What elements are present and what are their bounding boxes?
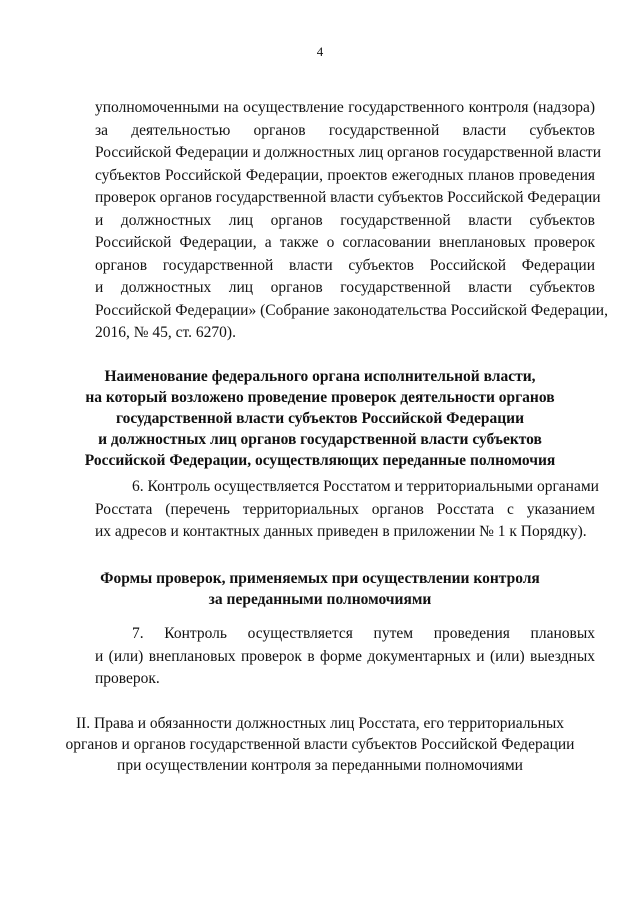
paragraph-line: Российской Федерации и должностных лиц органов государственной власти [95,144,601,161]
section-heading-line: на который возложено проведение проверок деятельности органов [85,389,555,406]
paragraph-line: и должностных лиц органов государственной власти субъектов [95,212,595,229]
paragraph-line: субъектов Российской Федерации, проектов ежегодных планов проведения [95,167,595,184]
chapter-heading-line: органов и органов государственной власти субъектов Российской Федерации [65,736,575,753]
paragraph-line: Росстата (перечень территориальных органов Росстата с указанием [95,501,595,518]
chapter-heading-line: при осуществлении контроля за переданными полномочиями [117,757,523,774]
paragraph-line: и должностных лиц органов государственной власти субъектов [95,279,595,296]
paragraph-line: 6. Контроль осуществляется Росстатом и территориальными органами [132,478,599,495]
page-number: 4 [316,44,324,59]
paragraph-line: и (или) внеплановых проверок в форме документарных и (или) выездных [95,648,595,665]
section-heading-line: и должностных лиц органов государственной власти субъектов [98,431,542,448]
paragraph-line: 7. Контроль осуществляется путем проведения плановых [132,625,595,642]
paragraph-line: Российской Федерации» (Собрание законодательства Российской Федерации, [95,302,608,319]
paragraph-line: органов государственной власти субъектов Российской Федерации [95,257,595,274]
paragraph-line: 2016, № 45, ст. 6270). [95,324,236,341]
paragraph-line: Российской Федерации, а также о согласовании внеплановых проверок [95,234,595,251]
paragraph-line: проверок. [95,670,160,687]
paragraph-line: за деятельностью органов государственной власти субъектов [95,122,595,139]
chapter-heading-line: II. Права и обязанности должностных лиц Росстата, его территориальных [75,715,565,732]
section-heading-line: Наименование федерального органа исполнительной власти, [104,368,536,385]
section-heading-line: Формы проверок, применяемых при осуществлении контроля [100,570,540,587]
paragraph-line: их адресов и контактных данных приведен в приложении № 1 к Порядку). [95,523,587,540]
section-heading-line: государственной власти субъектов Российской Федерации [115,410,525,427]
section-heading-line: Российской Федерации, осуществляющих переданные полномочия [84,452,556,469]
paragraph-line: уполномоченными на осуществление государственного контроля (надзора) [95,99,595,116]
paragraph-line: проверок органов государственной власти субъектов Российской Федерации [95,189,601,206]
section-heading-line: за переданными полномочиями [208,591,432,608]
